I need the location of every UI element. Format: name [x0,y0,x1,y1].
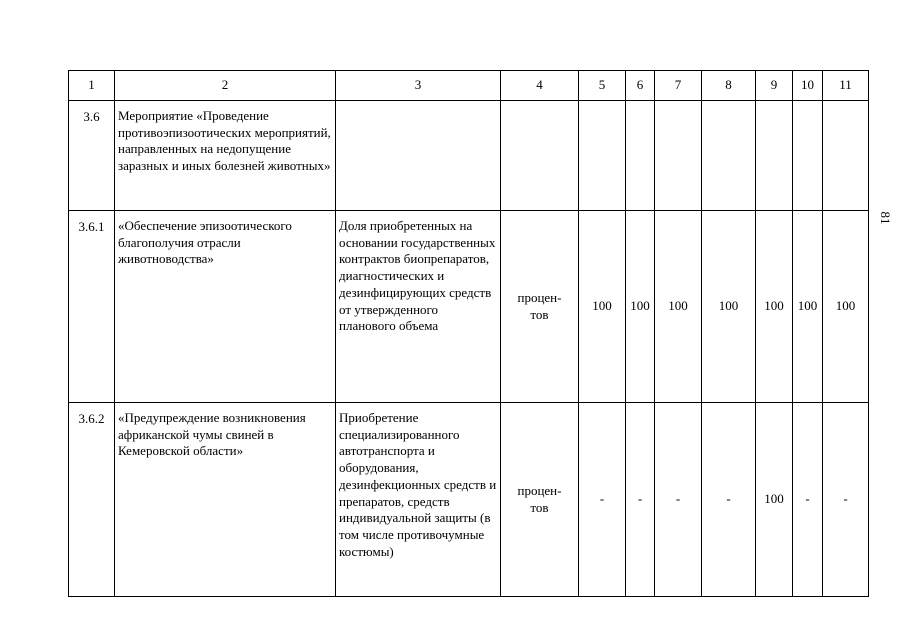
activity-name: «Предупреждение возникновения африканской чумы свиней в Кемеровской области» [115,403,336,597]
header-cell: 9 [756,71,793,101]
value-cell: - [579,403,626,597]
activity-name: Мероприятие «Проведение противоэпизоотических мероприятий, направленных на недопущение заразных и иных болезней животных» [115,101,336,211]
value-cell: 100 [626,211,655,403]
header-cell: 8 [702,71,756,101]
value-cell [823,101,869,211]
header-cell: 10 [793,71,823,101]
value-cell: 100 [655,211,702,403]
value-cell: - [655,403,702,597]
value-cell: 100 [793,211,823,403]
row-number: 3.6.2 [69,403,115,597]
value-cell [579,101,626,211]
value-cell: 100 [756,211,793,403]
header-cell: 11 [823,71,869,101]
page-number: 81 [878,211,893,225]
indicators-table [68,70,869,597]
value-cell: - [823,403,869,597]
value-cell: 100 [579,211,626,403]
activity-name: «Обеспечение эпизоотического благополучия отрасли животноводства» [115,211,336,403]
table-header-row [69,71,869,101]
table-row [69,101,869,211]
unit-text: процен-тов [517,289,562,322]
table-row [69,211,869,403]
value-cell: - [626,403,655,597]
row-number: 3.6.1 [69,211,115,403]
header-cell: 1 [69,71,115,101]
indicator-name: Приобретение специализированного автотранспорта и оборудования, дезинфекционных средств и препаратов, средств индивидуальной защиты (в том числе противочумные костюмы) [336,403,501,597]
value-cell [793,101,823,211]
indicator-name [336,101,501,211]
unit-cell [501,211,579,403]
header-cell: 3 [336,71,501,101]
value-cell: - [702,403,756,597]
value-cell [655,101,702,211]
header-cell: 7 [655,71,702,101]
value-cell: 100 [823,211,869,403]
value-cell: 100 [756,403,793,597]
table-row [69,403,869,597]
value-cell: 100 [702,211,756,403]
header-cell: 4 [501,71,579,101]
unit-text: процен-тов [517,482,562,515]
row-number: 3.6 [69,101,115,211]
unit-cell [501,101,579,211]
header-cell: 5 [579,71,626,101]
value-cell [702,101,756,211]
unit-cell [501,403,579,597]
value-cell [626,101,655,211]
indicator-name: Доля приобретенных на основании государственных контрактов биопрепаратов, диагностических и дезинфицирующих средств от утвержденного планового объема [336,211,501,403]
header-cell: 2 [115,71,336,101]
value-cell [756,101,793,211]
header-cell: 6 [626,71,655,101]
value-cell: - [793,403,823,597]
